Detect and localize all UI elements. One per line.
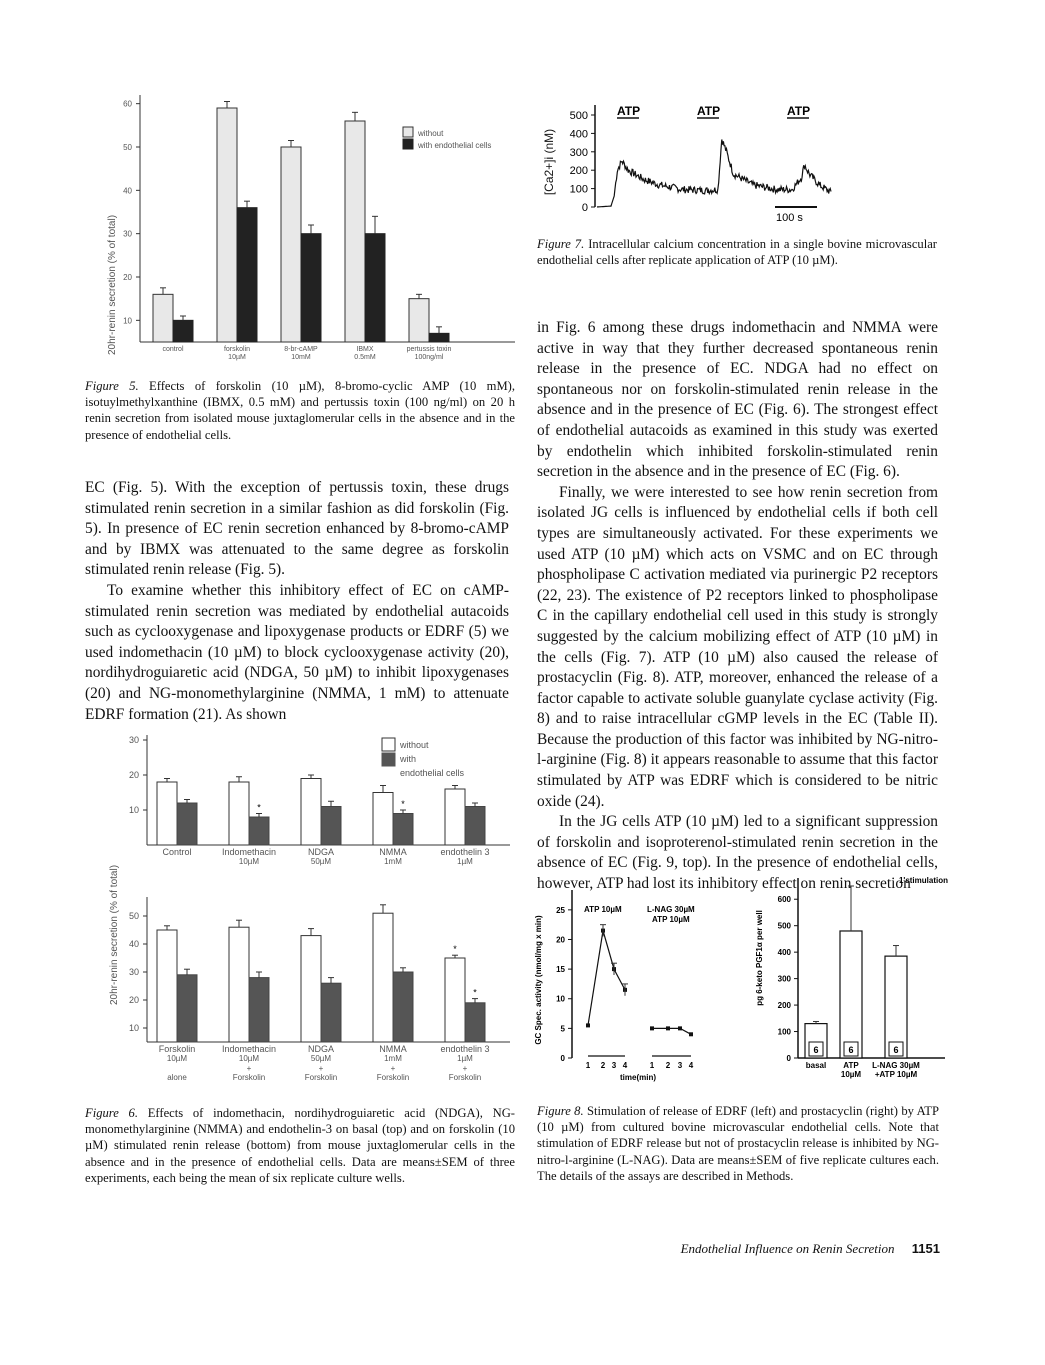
fig5-bar-without xyxy=(153,294,173,342)
fig6-bottom-bar-without xyxy=(301,936,321,1042)
fig6-bottom-significance-star: * xyxy=(473,987,477,998)
fig5-ylabel: 20hr-renin secretion (% of total) xyxy=(107,214,118,356)
fig8-right-bar xyxy=(840,931,862,1058)
fig8-atp-point xyxy=(586,1023,590,1027)
fig6-bottom-x-modifier: alone xyxy=(167,1073,187,1082)
fig8-right-y-tick-label: 400 xyxy=(777,948,791,958)
figure-5-caption xyxy=(85,378,515,443)
fig8-left-x-tick-label: 1 xyxy=(585,1061,591,1070)
fig6-bottom-x-modifier: Forskolin xyxy=(376,1073,410,1082)
page-footer xyxy=(610,1241,940,1257)
fig5-bar-with xyxy=(365,234,385,342)
fig8-right-y-tick-label: 600 xyxy=(777,895,791,905)
fig6-bottom-x-modifier: Forskolin xyxy=(232,1073,266,1082)
fig8-group2-label-1: L-NAG 30µM xyxy=(647,905,695,914)
fig5-x-sublabel: 100ng/ml xyxy=(414,354,444,361)
fig8-right-x-sublabel: 10µM xyxy=(840,1070,862,1079)
fig8-right-x-sublabel: +ATP 10µM xyxy=(874,1070,918,1079)
fig5-caption-label: Figure 5. xyxy=(85,379,139,393)
fig8-left-x-tick-label: 3 xyxy=(677,1061,683,1070)
fig7-caption-text: Intracellular calcium concentration in a single bovine microvascular endothelial cells after replicate application of ATP (10 µM). xyxy=(537,237,938,268)
fig8-left-x-tick-label: 2 xyxy=(665,1061,671,1070)
fig5-x-label: control xyxy=(162,346,184,353)
fig5-legend-swatch-with xyxy=(403,139,413,149)
figure-8-caption xyxy=(537,1103,939,1184)
fig5-bar-with xyxy=(301,234,321,342)
fig6-top-significance-star: * xyxy=(257,802,261,813)
fig8-left-y-tick-label: 15 xyxy=(556,965,565,975)
fig6-top-bar-without xyxy=(157,782,177,845)
fig6-bottom-bar-with xyxy=(249,978,269,1042)
fig8-lnag-point xyxy=(689,1032,693,1036)
right-paragraph-2: Finally, we were interested to see how renin secretion from isolated JG cells is influenced by endothelial cells if both cell types are simultaneously activated. For these experiments we used ATP (10 µM) which acts on VSMC and on EC through phospholipase C activation mediated via purinergic P2 receptors (22, 23). The existence of P2 receptors linked to phospholipase C in the capillary endothelial cell used in this study is strongly suggested by the calcium mobilizing effect of ATP (10 µM) in the cells (Fig. 7). ATP (10 µM) also caused the release of prostacyclin (Fig. 8). ATP, moreover, enhanced the release of a factor capable to activate soluble guanylate cyclase activity (Fig. 8) and to raise intracellular cGMP levels in the EC (Table II). Because the production of this factor was inhibited by NG-nitro-l-arginine (Fig. 8) it appears reasonable to assume that this factor stimulated by ATP was EDRF which is considered to be nitric oxide (24). xyxy=(537,483,938,810)
fig8-lnag-line xyxy=(652,1028,691,1034)
fig8-left-y-tick-label: 5 xyxy=(560,1024,565,1034)
figure-7-chart xyxy=(535,97,955,227)
figure-7-caption xyxy=(537,236,937,268)
fig7-y-tick-label: 400 xyxy=(569,128,588,141)
fig8-left-y-tick-label: 25 xyxy=(556,905,565,915)
fig6-caption-text: Effects of indomethacin, nordihydroguiaretic acid (NDGA), NG-monomethylarginine (NMMA) and endothelin-3 on basal (top) and on forskolin (10 µM) stimulated renin release (bottom) from mouse juxtaglomerular cells in the absence and in the presence of endothelial cells. Data are means±SEM of three experiments, each being the mean of six replicate culture wells. xyxy=(85,1106,515,1185)
fig8-left-xlabel: time(min) xyxy=(620,1073,656,1082)
fig6-bottom-x-sublabel: 10µM xyxy=(238,1054,260,1063)
page-number: 1151 xyxy=(911,1241,940,1256)
fig6-top-bar-with xyxy=(321,807,341,846)
fig6-top-x-label: Control xyxy=(162,847,192,857)
fig6-bottom-x-plus: + xyxy=(390,1064,396,1073)
fig6-top-bar-with xyxy=(249,817,269,845)
fig6-bottom-bar-with xyxy=(465,1003,485,1042)
fig5-legend-swatch-without xyxy=(403,127,413,137)
fig6-bottom-x-plus: + xyxy=(318,1064,324,1073)
fig5-x-label: pertussis toxin xyxy=(406,346,452,353)
fig5-bar-without xyxy=(217,108,237,342)
fig8-right-y-tick-label: 500 xyxy=(777,921,791,931)
fig8-right-ylabel: pg 6-keto PGF1α per well xyxy=(755,910,764,1006)
fig8-right-n-label: 6 xyxy=(848,1045,854,1055)
fig8-group2-label-2: ATP 10µM xyxy=(652,915,690,924)
fig5-y-tick-label: 40 xyxy=(123,186,132,196)
fig6-bottom-bar-with xyxy=(393,972,413,1042)
fig6-top-bar-without xyxy=(229,782,249,845)
right-column-text xyxy=(537,318,938,895)
fig8-left-y-tick-label: 20 xyxy=(556,935,565,945)
fig8-left-y-tick-label: 10 xyxy=(556,994,565,1004)
fig6-legend-swatch-without xyxy=(382,738,395,751)
fig8-right-y-tick-label: 100 xyxy=(777,1027,791,1037)
figure-5-chart xyxy=(85,90,520,365)
right-paragraph-1: in Fig. 6 among these drugs indomethacin and NMMA were active in way that they further decreased spontaneous renin release in the presence of EC. NDGA had no effect on spontaneous nor on forskolin-stimulated renin release in the absence and in the presence of EC (Fig. 6). The strongest effect of endothelial autacoids as examined in this study was exerted by endothelin which inhibited forskolin-stimulated renin secretion in the absence and in the presence of EC (Fig. 6). xyxy=(537,319,938,481)
fig8-right-n-label: 6 xyxy=(813,1045,819,1055)
fig6-legend-swatch-with xyxy=(382,753,395,766)
fig6-top-x-sublabel: 10µM xyxy=(238,857,260,866)
fig6-legend-with: with xyxy=(400,754,417,764)
fig7-atp-3: ATP xyxy=(787,104,811,118)
fig5-y-tick-label: 10 xyxy=(123,316,132,326)
fig6-bottom-y-tick-label: 50 xyxy=(128,911,139,921)
fig8-left-x-tick-label: 2 xyxy=(600,1061,606,1070)
fig8-right-y-tick-label: 0 xyxy=(786,1054,791,1063)
fig7-y-tick-label: 300 xyxy=(569,146,588,159)
fig6-top-y-tick-label: 10 xyxy=(128,805,139,815)
fig8-right-x-label: L-NAG 30µM xyxy=(872,1061,920,1070)
fig8-group1-label: ATP 10µM xyxy=(584,905,622,914)
fig8-left-y-tick-label: 0 xyxy=(560,1054,565,1063)
fig6-caption-label: Figure 6. xyxy=(85,1106,138,1120)
fig5-x-label: forskolin xyxy=(223,346,251,353)
fig6-bottom-x-plus: + xyxy=(462,1064,468,1073)
fig5-bar-without xyxy=(281,147,301,342)
fig6-bottom-bar-without xyxy=(445,958,465,1042)
fig6-top-significance-star: * xyxy=(401,799,405,809)
fig5-bar-with xyxy=(429,333,449,342)
fig5-caption-text: Effects of forskolin (10 µM), 8-bromo-cyclic AMP (10 mM), isotuylmethylxanthine (IBMX, 0.5 mM) and pertussis toxin (100 ng/ml) on 20 h renin secretion from isolated mouse juxtaglomerular cells in the absence and in the presence of endothelial cells. xyxy=(85,379,515,442)
fig7-atp-1: ATP xyxy=(617,104,641,118)
fig6-top-bar-without xyxy=(373,793,393,846)
fig8-left-x-tick-label: 4 xyxy=(622,1061,628,1070)
fig7-calcium-trace xyxy=(597,140,831,208)
figure-6-caption xyxy=(85,1105,515,1186)
fig6-bottom-x-plus: + xyxy=(246,1064,252,1073)
right-paragraph-3: In the JG cells ATP (10 µM) led to a significant suppression of forskolin and isoproterenol-stimulated renin secretion in the absence of EC (Fig. 9, top). In the presence of endothelial cells, however, ATP had lost its inhibitory effect on renin secretion xyxy=(537,813,938,893)
fig6-bottom-y-tick-label: 10 xyxy=(128,1023,139,1033)
fig5-x-sublabel: 10mM xyxy=(291,354,311,361)
fig8-left-x-tick-label: 3 xyxy=(611,1061,617,1070)
fig6-bottom-x-sublabel: 1µM xyxy=(457,1054,473,1063)
running-title: Endothelial Influence on Renin Secretion xyxy=(680,1241,895,1256)
fig8-caption-text: Stimulation of release of EDRF (left) and prostacyclin (right) by ATP (10 µM) from cultured bovine microvascular endothelial cells. Note that stimulation of EDRF release but not of prostacyclin release is inhibited by NG-nitro-l-arginine (L-NAG). Data are means±SEM of five replicate cultures each. The details of the assays are described in Methods. xyxy=(537,1104,939,1183)
fig8-right-x-label: ATP xyxy=(843,1061,859,1070)
fig5-legend-with: with endothelial cells xyxy=(418,141,492,150)
fig6-bottom-bar-without xyxy=(373,913,393,1042)
fig5-y-tick-label: 50 xyxy=(123,143,132,152)
fig5-y-tick-label: 30 xyxy=(123,229,132,239)
fig8-right-x-label: basal xyxy=(805,1061,827,1070)
fig7-y-tick-label: 200 xyxy=(569,165,588,178)
fig6-top-y-tick-label: 20 xyxy=(128,770,139,780)
fig6-bottom-x-label: Forskolin xyxy=(158,1044,196,1054)
fig8-right-y-tick-label: 200 xyxy=(777,1001,791,1011)
fig8-right-y-tick-label: 300 xyxy=(777,974,791,984)
fig6-top-y-tick-label: 30 xyxy=(128,735,139,745)
fig8-atp-line xyxy=(588,931,625,1026)
fig6-bottom-x-label: Indomethacin xyxy=(221,1044,277,1054)
fig6-legend-without: without xyxy=(400,740,429,750)
fig6-top-x-label: endothelin 3 xyxy=(440,847,490,857)
fig6-top-x-label: NDGA xyxy=(307,847,335,857)
fig6-bottom-y-tick-label: 20 xyxy=(128,995,139,1005)
fig8-lnag-point xyxy=(650,1026,654,1030)
fig6-top-bar-without xyxy=(445,789,465,845)
fig5-bar-without xyxy=(345,121,365,342)
fig6-bottom-x-sublabel: 10µM xyxy=(166,1054,188,1063)
fig8-right-title: 1'stimulation xyxy=(898,876,948,885)
fig6-bottom-y-tick-label: 30 xyxy=(128,967,139,977)
fig6-bottom-bar-without xyxy=(229,927,249,1042)
fig5-legend-without: without xyxy=(418,129,444,138)
figure-8-chart xyxy=(530,868,955,1090)
fig8-left-ylabel: GC Spec. activity (nmol/mg x min) xyxy=(534,915,543,1045)
fig6-ylabel: 20hr-renin secretion (% of total) xyxy=(109,864,120,1006)
fig7-ylabel: [Ca2+]i (nM) xyxy=(542,128,556,196)
fig5-x-sublabel: 10µM xyxy=(228,354,246,361)
figure-6-chart xyxy=(85,730,520,1095)
fig6-bottom-bar-with xyxy=(321,983,341,1042)
fig6-top-bar-with xyxy=(177,803,197,845)
left-column-text xyxy=(85,478,509,725)
fig7-scale-label: 100 s xyxy=(776,212,803,224)
fig8-left-x-tick-label: 1 xyxy=(649,1061,655,1070)
left-paragraph-1: EC (Fig. 5). With the exception of pertussis toxin, these drugs stimulated renin secretion in a similar fashion as did forskolin (Fig. 5). In presence of EC renin secretion enhanced by 8-bromo-cAMP and by IBMX was attenuated to the same degree as forskolin stimulated renin release (Fig. 5). xyxy=(85,479,509,579)
fig8-right-n-label: 6 xyxy=(893,1045,899,1055)
fig5-y-tick-label: 20 xyxy=(123,273,132,282)
fig6-top-x-sublabel: 1mM xyxy=(384,857,402,866)
fig6-bottom-bar-with xyxy=(177,975,197,1042)
fig5-bar-with xyxy=(237,208,257,342)
fig5-bar-without xyxy=(409,299,429,342)
fig6-bottom-x-label: endothelin 3 xyxy=(440,1044,490,1054)
fig6-bottom-x-modifier: Forskolin xyxy=(304,1073,338,1082)
fig6-bottom-x-sublabel: 1mM xyxy=(384,1054,402,1063)
left-paragraph-2: To examine whether this inhibitory effect of EC on cAMP-stimulated renin secretion was mediated by endothelial autacoids such as cyclooxygenase and lipoxygenase products or EDRF (5) we used indomethacin (10 µM) to block cyclooxygenase activity (20), nordihydroguiaretic acid (NDGA, 50 µM) to inhibit lipoxygenases (20) and NG-monomethylarginine (NMMA, 1 mM) to attenuate EDRF formation (21). As shown xyxy=(85,581,509,723)
fig7-y-tick-label: 100 xyxy=(569,183,588,196)
fig6-top-bar-with xyxy=(393,814,413,846)
fig8-lnag-point xyxy=(678,1026,682,1030)
fig8-caption-label: Figure 8. xyxy=(537,1104,584,1118)
fig6-bottom-x-label: NMMA xyxy=(379,1044,407,1054)
fig8-lnag-point xyxy=(666,1026,670,1030)
fig5-bar-with xyxy=(173,320,193,342)
fig6-legend-endothelial: endothelial cells xyxy=(400,768,465,778)
fig5-x-label: IBMX xyxy=(356,346,374,353)
fig6-top-bar-without xyxy=(301,779,321,846)
fig6-top-bar-with xyxy=(465,807,485,846)
fig5-x-label: 8-br-cAMP xyxy=(284,346,318,353)
fig6-bottom-bar-without xyxy=(157,930,177,1042)
fig6-top-x-sublabel: 1µM xyxy=(457,857,473,866)
fig5-y-tick-label: 60 xyxy=(123,99,132,109)
fig8-left-x-tick-label: 4 xyxy=(688,1061,694,1070)
fig6-bottom-x-modifier: Forskolin xyxy=(448,1073,482,1082)
fig6-top-x-label: NMMA xyxy=(379,847,407,857)
fig7-caption-label: Figure 7. xyxy=(537,237,585,251)
fig6-bottom-x-label: NDGA xyxy=(307,1044,335,1054)
fig5-x-sublabel: 0.5mM xyxy=(354,354,376,361)
fig7-y-tick-label: 0 xyxy=(581,202,588,214)
fig7-atp-2: ATP xyxy=(697,104,721,118)
fig6-bottom-x-sublabel: 50µM xyxy=(310,1054,332,1063)
fig7-y-tick-label: 500 xyxy=(569,110,588,122)
fig6-top-x-label: Indomethacin xyxy=(221,847,277,857)
fig6-bottom-y-tick-label: 40 xyxy=(128,939,139,949)
fig6-top-x-sublabel: 50µM xyxy=(310,857,332,866)
fig6-bottom-significance-star: * xyxy=(453,944,457,955)
